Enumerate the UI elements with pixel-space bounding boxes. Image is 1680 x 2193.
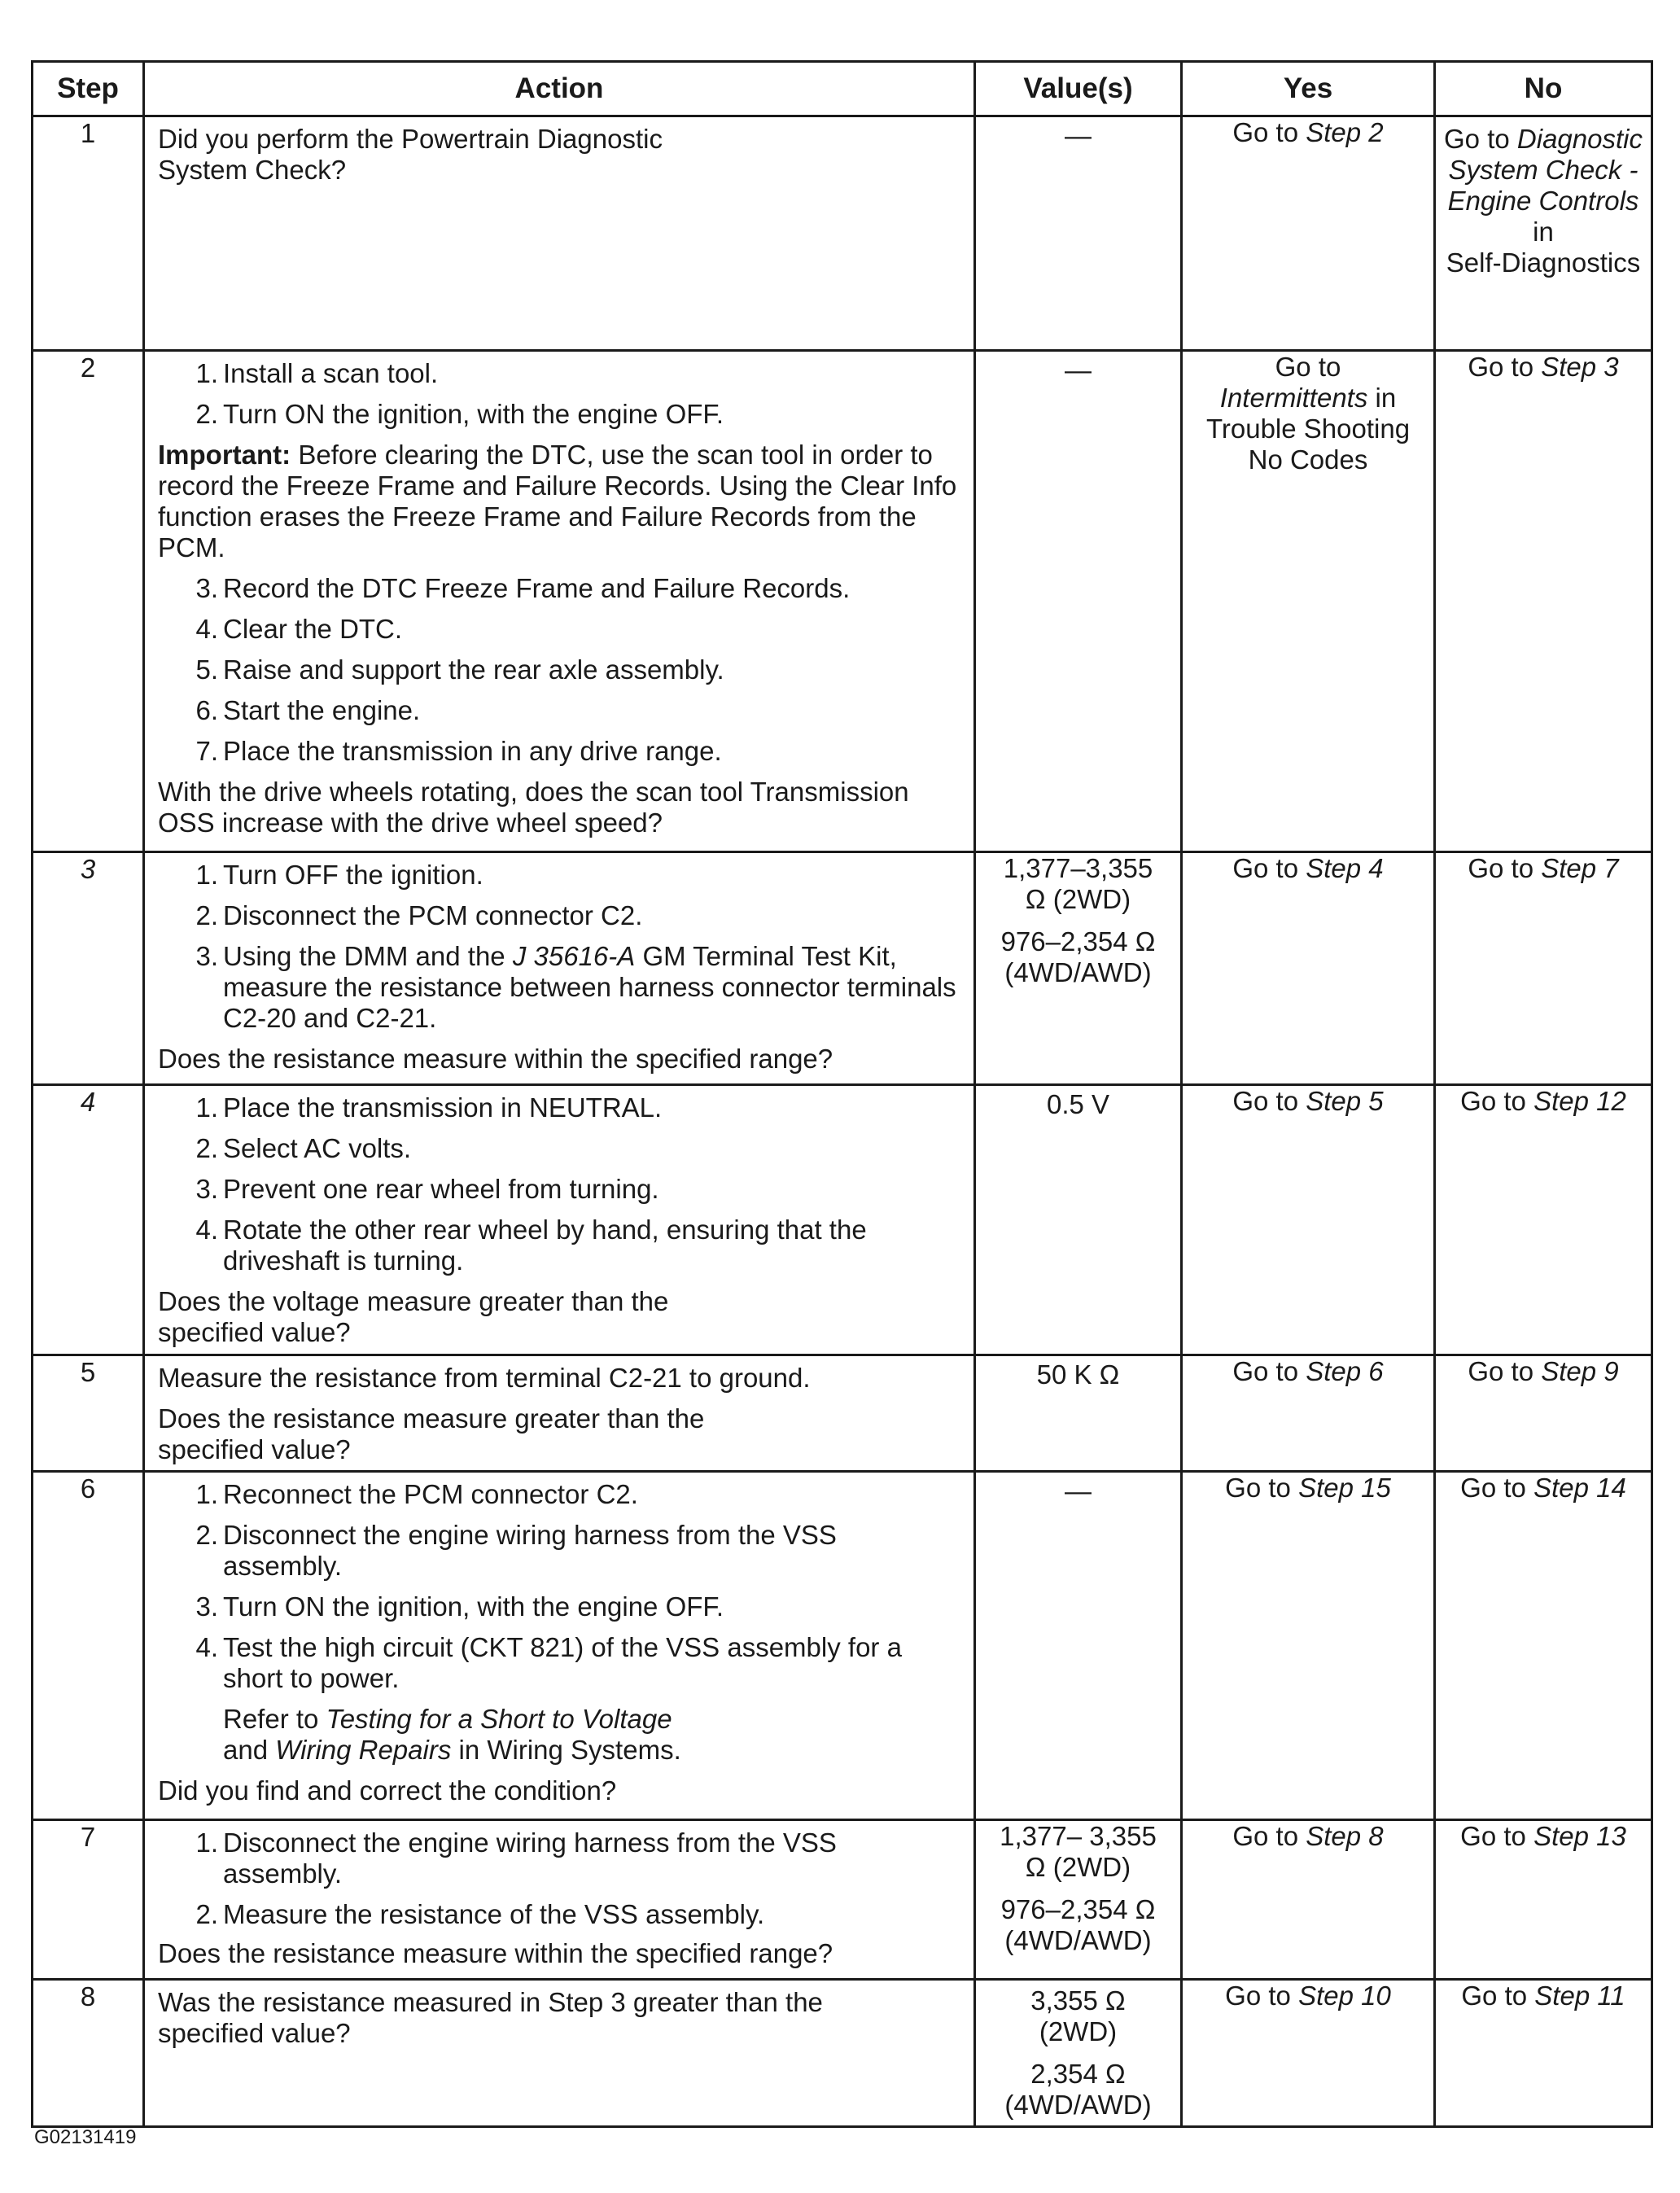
action-cell: [144, 1820, 975, 1980]
yes-link[interactable]: Step 8: [1306, 1821, 1384, 1851]
yes-cell: [1182, 1980, 1435, 2127]
yes-prefix: Go to: [1232, 1086, 1299, 1116]
value-line: 976–2,354 Ω (4WD/AWD): [1000, 1894, 1156, 1955]
yes-prefix: Go to: [1232, 1821, 1299, 1851]
yes-mid: in: [1375, 383, 1397, 413]
action-item: 4. Clear the DTC.: [195, 614, 403, 644]
table-row-step-8: [33, 1980, 1652, 2127]
action-item: 1. Reconnect the PCM connector C2.: [195, 1479, 638, 1509]
value-cell: 50 K Ω: [975, 1355, 1182, 1472]
action-cell: [144, 351, 975, 852]
yes-link[interactable]: Intermittents: [1219, 383, 1368, 413]
no-link[interactable]: Step 12: [1533, 1086, 1626, 1116]
action-item: 3. Using the DMM and the J 35616-A GM Terminal Test Kit, measure the resistance between harness connector terminals C2-20 and C2-21.: [195, 941, 956, 1033]
no-link[interactable]: Step 9: [1541, 1356, 1619, 1386]
no-cell: [1435, 1355, 1652, 1472]
action-line: Measure the resistance from terminal C2-21 to ground.: [158, 1363, 811, 1393]
step-number: 7: [33, 1820, 144, 1980]
tool-reference: J 35616-A: [512, 941, 636, 971]
action-question: With the drive wheels rotating, does the scan tool Transmission OSS increase with the drive wheel speed?: [158, 777, 909, 838]
no-link[interactable]: Step 3: [1541, 352, 1619, 382]
step-number: 8: [33, 1980, 144, 2127]
no-prefix: Go to: [1468, 853, 1534, 883]
action-item: 2. Measure the resistance of the VSS assembly.: [195, 1899, 765, 1929]
yes-prefix: Go to: [1232, 1356, 1299, 1386]
yes-cell: [1182, 1472, 1435, 1820]
yes-link[interactable]: Step 5: [1306, 1086, 1384, 1116]
step-number: 5: [33, 1355, 144, 1472]
action-item: 2. Turn ON the ignition, with the engine OFF.: [195, 399, 724, 429]
no-suffix: Self-Diagnostics: [1446, 247, 1641, 278]
value-cell: [975, 1820, 1182, 1980]
yes-cell: [1182, 1355, 1435, 1472]
table-row-step-7: [33, 1820, 1652, 1980]
value-cell: —: [975, 1472, 1182, 1820]
no-cell: [1435, 116, 1652, 351]
no-link[interactable]: Diagnostic System Check - Engine Controls: [1447, 124, 1643, 216]
step-number: 2: [33, 351, 144, 852]
no-prefix: Go to: [1461, 1981, 1528, 2011]
value-cell: —: [975, 351, 1182, 852]
header-action: Action: [144, 62, 975, 116]
no-prefix: Go to: [1460, 1086, 1526, 1116]
value-cell: 0.5 V: [975, 1085, 1182, 1355]
no-link[interactable]: Step 11: [1534, 1981, 1625, 2011]
action-question: Does the resistance measure within the specified range?: [158, 1938, 833, 1968]
action-item: 4. Test the high circuit (CKT 821) of the VSS assembly for a short to power.: [195, 1632, 902, 1693]
action-item: 4. Rotate the other rear wheel by hand, ensuring that the driveshaft is turning.: [195, 1215, 867, 1276]
yes-link[interactable]: Step 2: [1306, 117, 1384, 147]
yes-suffix: Trouble Shooting No Codes: [1205, 414, 1411, 475]
action-cell: [144, 116, 975, 351]
step-number: 4: [33, 1085, 144, 1355]
yes-prefix: Go to: [1225, 1473, 1291, 1503]
action-question: Was the resistance measured in Step 3 greater than the specified value?: [158, 1987, 823, 2048]
no-link[interactable]: Step 7: [1541, 853, 1619, 883]
step-number: 1: [33, 116, 144, 351]
yes-link[interactable]: Step 15: [1298, 1473, 1391, 1503]
no-mid: in: [1533, 217, 1554, 247]
action-question: Did you perform the Powertrain Diagnostic System Check?: [158, 124, 663, 185]
table-row-step-3: [33, 852, 1652, 1085]
figure-id: G02131419: [34, 2126, 137, 2148]
action-list: [158, 1479, 962, 1694]
table-row-step-6: [33, 1472, 1652, 1820]
value-cell: [975, 1980, 1182, 2127]
table-row-step-1: [33, 116, 1652, 351]
value-line: 1,377–3,355 Ω (2WD): [1003, 853, 1153, 914]
refer-link[interactable]: Wiring Repairs: [275, 1735, 452, 1765]
action-item: 7. Place the transmission in any drive range.: [195, 736, 722, 766]
table-row-step-4: [33, 1085, 1652, 1355]
action-cell: [144, 852, 975, 1085]
step-number: 6: [33, 1472, 144, 1820]
yes-prefix: Go to: [1275, 352, 1341, 382]
yes-prefix: Go to: [1232, 117, 1299, 147]
action-cell: [144, 1980, 975, 2127]
value-cell: —: [975, 116, 1182, 351]
value-line: 3,355 Ω (2WD): [1030, 1985, 1126, 2046]
action-question: Does the resistance measure greater than the specified value?: [158, 1403, 705, 1464]
table-row-step-5: [33, 1355, 1652, 1472]
yes-cell: [1182, 1085, 1435, 1355]
no-prefix: Go to: [1468, 352, 1534, 382]
action-question: Does the resistance measure within the specified range?: [158, 1044, 833, 1074]
no-cell: [1435, 351, 1652, 852]
action-cell: [144, 1472, 975, 1820]
action-list: [158, 1092, 962, 1276]
action-cell: [144, 1085, 975, 1355]
action-item: 3. Prevent one rear wheel from turning.: [195, 1174, 659, 1204]
action-item: 1. Place the transmission in NEUTRAL.: [195, 1092, 663, 1123]
step-number: 3: [33, 852, 144, 1085]
header-values: Value(s): [975, 62, 1182, 116]
value-line: 1,377– 3,355 Ω (2WD): [1000, 1821, 1157, 1882]
important-note: [158, 440, 962, 563]
no-prefix: Go to: [1460, 1821, 1526, 1851]
action-item: 5. Raise and support the rear axle assembly.: [195, 654, 724, 685]
action-item: 1. Turn OFF the ignition.: [195, 860, 483, 890]
yes-prefix: Go to: [1225, 1981, 1291, 2011]
yes-cell: [1182, 1820, 1435, 1980]
no-cell: [1435, 852, 1652, 1085]
important-text: Before clearing the DTC, use the scan tool in order to record the Freeze Frame and Failure Records. Using the Clear Info function erases the Freeze Frame and Failure Records from the PCM.: [158, 440, 957, 562]
refer-note: Refer to Testing for a Short to Voltage and Wiring Repairs in Wiring Systems.: [223, 1704, 681, 1765]
no-cell: [1435, 1820, 1652, 1980]
action-list: [158, 1828, 962, 1930]
no-link[interactable]: Step 13: [1533, 1821, 1626, 1851]
action-item: 1. Disconnect the engine wiring harness from the VSS assembly.: [195, 1828, 837, 1889]
no-prefix: Go to: [1460, 1473, 1526, 1503]
action-list: [158, 573, 962, 767]
no-cell: [1435, 1980, 1652, 2127]
action-list: [158, 860, 962, 1034]
yes-cell: [1182, 351, 1435, 852]
yes-cell: [1182, 852, 1435, 1085]
refer-link[interactable]: Testing for a Short to Voltage: [326, 1704, 672, 1734]
no-prefix: Go to: [1468, 1356, 1534, 1386]
action-item: 3. Turn ON the ignition, with the engine OFF.: [195, 1591, 724, 1622]
yes-link[interactable]: Step 10: [1298, 1981, 1391, 2011]
action-item: 1. Install a scan tool.: [195, 358, 439, 388]
value-cell: [975, 852, 1182, 1085]
action-item: 2. Disconnect the PCM connector C2.: [195, 900, 643, 930]
value-line: 2,354 Ω (4WD/AWD): [1004, 2059, 1152, 2120]
yes-link[interactable]: Step 6: [1306, 1356, 1384, 1386]
diagnostic-table: [31, 60, 1653, 2128]
table-header-row: [33, 62, 1652, 116]
action-cell: [144, 1355, 975, 1472]
action-question: Does the voltage measure greater than the specified value?: [158, 1286, 669, 1347]
important-label: Important:: [158, 440, 291, 470]
table-row-step-2: [33, 351, 1652, 852]
action-item: 2. Disconnect the engine wiring harness from the VSS assembly.: [195, 1520, 837, 1581]
action-item: 2. Select AC volts.: [195, 1133, 412, 1163]
yes-cell: [1182, 116, 1435, 351]
no-cell: [1435, 1472, 1652, 1820]
header-yes: Yes: [1182, 62, 1435, 116]
yes-prefix: Go to: [1232, 853, 1299, 883]
action-item: 3. Record the DTC Freeze Frame and Failure Records.: [195, 573, 851, 603]
action-question: Did you find and correct the condition?: [158, 1775, 617, 1806]
header-step: Step: [33, 62, 144, 116]
action-list: [158, 358, 962, 430]
header-no: No: [1435, 62, 1652, 116]
no-prefix: Go to: [1444, 124, 1510, 154]
no-cell: [1435, 1085, 1652, 1355]
action-item: 6. Start the engine.: [195, 695, 421, 725]
no-link[interactable]: Step 14: [1533, 1473, 1626, 1503]
yes-link[interactable]: Step 4: [1306, 853, 1384, 883]
value-line: 976–2,354 Ω (4WD/AWD): [1000, 926, 1156, 987]
